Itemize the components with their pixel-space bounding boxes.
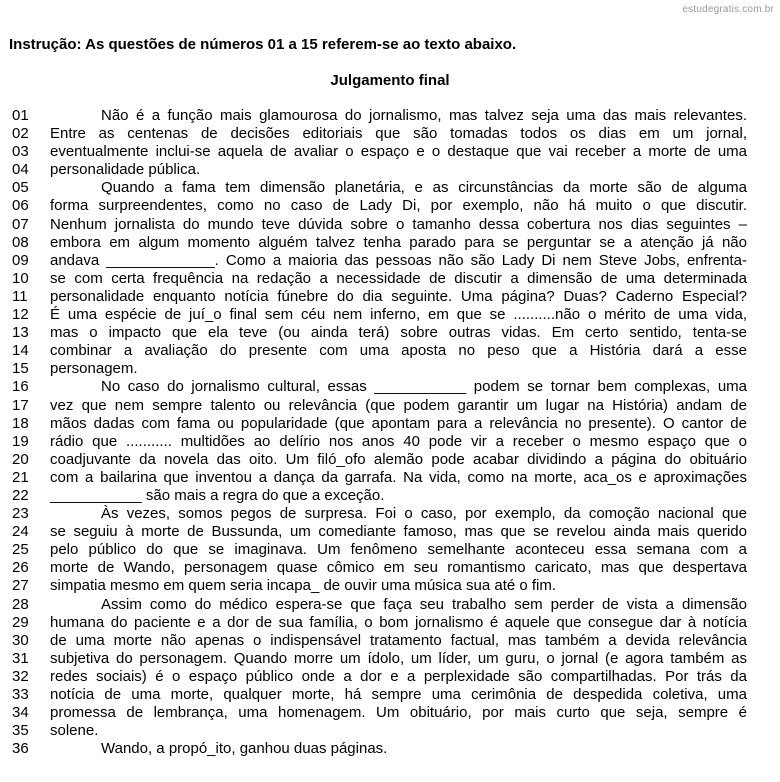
line-text: personagem. — [50, 360, 138, 378]
line-number: 02 — [12, 125, 29, 143]
line-text: mas o impacto que ela teve (ou ainda terá) sobre outras vidas. Em certo sentido, tenta-se — [50, 324, 747, 342]
line-text: Nenhum jornalista do mundo teve dúvida sobre o tamanho dessa cobertura nos dias seguintes – — [50, 215, 747, 233]
line-number: 14 — [12, 342, 29, 360]
line-number: 28 — [12, 595, 29, 613]
line-text: de uma morte não apenas o indispensável tratamento factual, mas também a devida relevância — [50, 631, 747, 649]
text-line — [0, 505, 780, 523]
site-watermark: estudegratis.com.br — [682, 4, 774, 15]
line-text: se seguiu à morte de Bussunda, um comediante famoso, mas que se revelou ainda mais querido — [50, 523, 747, 541]
line-number: 25 — [12, 541, 29, 559]
line-text: com a bailarina que inventou a dança da garrafa. Na vida, como na morte, aca_os e aproximações — [50, 468, 747, 486]
line-text: forma surpreendentes, como no caso de Lady Di, por exemplo, não há muito o que discutir. — [50, 197, 747, 215]
line-number: 06 — [12, 197, 29, 215]
text-line — [0, 686, 780, 704]
line-number: 13 — [12, 324, 29, 342]
line-number: 36 — [12, 740, 29, 758]
line-text: É uma espécie de juí_o final sem céu nem inferno, em que se ..........não o mérito de uma vida, — [50, 306, 747, 324]
text-line — [0, 577, 780, 595]
line-text: coadjuvante da novela das oito. Um filó_ofo alemão pode acabar dividindo a página do obituário — [50, 450, 747, 468]
text-title: Julgamento final — [330, 72, 450, 89]
text-line — [0, 722, 780, 740]
numbered-text-body — [0, 107, 780, 758]
line-number: 19 — [12, 432, 29, 450]
line-text: pelo público do que se imaginava. Um fenômeno semelhante aconteceu essa semana com a — [50, 541, 747, 559]
line-number: 12 — [12, 306, 29, 324]
line-number: 33 — [12, 686, 29, 703]
line-text: solene. — [50, 722, 99, 740]
line-number: 04 — [12, 161, 29, 179]
text-line — [0, 360, 780, 378]
line-text: humana do paciente e a dor de sua família, o bom jornalismo é aquele que consegue dar à notícia — [50, 613, 747, 631]
line-number: 11 — [12, 287, 28, 305]
line-number: 09 — [12, 251, 29, 269]
line-number: 31 — [12, 649, 29, 667]
line-text: Assim como do médico espera-se que faça seu trabalho sem perder de vista a dimensão — [101, 595, 747, 613]
text-line — [0, 161, 780, 179]
line-text: promessa de lembrança, uma homenagem. Um obituário, por mais curto que seja, sempre é — [50, 704, 747, 722]
line-number: 03 — [12, 143, 29, 161]
text-line — [0, 740, 780, 758]
text-line — [0, 614, 780, 632]
line-text: andava _____________. Como a maioria das pessoas não são Lady Di nem Steve Jobs, enfrenta- — [50, 251, 747, 269]
text-line — [0, 523, 780, 541]
text-line — [0, 487, 780, 505]
line-number: 17 — [12, 396, 29, 414]
line-text: Não é a função mais glamourosa do jornalismo, mas talvez seja uma das mais relevantes. — [101, 107, 747, 124]
text-line — [0, 559, 780, 577]
text-line — [0, 179, 780, 197]
text-line — [0, 324, 780, 342]
line-number: 08 — [12, 233, 29, 251]
line-text: No caso do jornalismo cultural, essas ___________ podem se tornar bem complexas, uma — [101, 378, 747, 396]
text-line — [0, 451, 780, 469]
text-line — [0, 342, 780, 360]
line-number: 01 — [12, 107, 29, 124]
line-number: 22 — [12, 486, 29, 504]
line-text: rádio que ........... multidões ao delírio nos anos 40 pode vir a receber o mesmo espaço que o — [50, 432, 747, 450]
line-number: 35 — [12, 722, 29, 740]
line-number: 10 — [12, 269, 29, 287]
text-line — [0, 469, 780, 487]
text-line — [0, 596, 780, 614]
line-number: 23 — [12, 505, 29, 523]
line-number: 21 — [12, 468, 29, 486]
text-line — [0, 216, 780, 234]
line-text: personalidade pública. — [50, 161, 201, 179]
line-text: notícia de uma morte, qualquer morte, há sempre uma cerimônia de despedida coletiva, uma — [50, 686, 747, 703]
line-number: 07 — [12, 215, 29, 233]
line-number: 29 — [12, 613, 29, 631]
text-line — [0, 433, 780, 451]
line-text: Wando, a propó_ito, ganhou duas páginas. — [101, 740, 388, 758]
line-text: Quando a fama tem dimensão planetária, e as circunstâncias da morte são de alguma — [101, 179, 747, 197]
text-line — [0, 378, 780, 396]
line-text: subjetiva do personagem. Quando morre um ídolo, um líder, um guru, o jornal (e agora também as — [50, 649, 747, 667]
line-text: Às vezes, somos pegos de surpresa. Foi o caso, por exemplo, da comoção nacional que — [101, 505, 747, 523]
line-text: vez que nem sempre talento ou relevância (que podem garantir um lugar na História) andam de — [50, 396, 747, 414]
text-line — [0, 107, 780, 125]
line-number: 32 — [12, 667, 29, 685]
line-number: 34 — [12, 704, 29, 722]
text-line — [0, 234, 780, 252]
text-line — [0, 650, 780, 668]
text-line — [0, 197, 780, 215]
text-line — [0, 397, 780, 415]
text-line — [0, 143, 780, 161]
line-text: combinar a avaliação do presente com uma aposta no peso que a História dará a esse — [50, 342, 747, 360]
text-line — [0, 306, 780, 324]
line-text: redes sociais) é o espaço público onde a dor e a perplexidade são compartilhadas. Por trás da — [50, 667, 747, 685]
line-text: personalidade enquanto notícia fúnebre do dia seguinte. Uma página? Duas? Caderno Especial? — [50, 287, 747, 305]
line-number: 27 — [12, 577, 29, 595]
line-number: 16 — [12, 378, 29, 396]
line-text: se com certa frequência na redação a necessidade de discutir a dimensão de uma determinada — [50, 269, 747, 287]
text-line — [0, 125, 780, 143]
line-text: ___________ são mais a regra do que a exceção. — [50, 486, 385, 504]
text-line — [0, 415, 780, 433]
text-line — [0, 632, 780, 650]
text-line — [0, 668, 780, 686]
line-text: simpatia mesmo em quem seria incapa_ de ouvir uma música sua até o fim. — [50, 577, 557, 595]
line-text: eventualmente inclui-se aquela de avaliar o espaço e o destaque que vai receber a morte de uma — [50, 143, 747, 161]
line-text: morte de Wando, personagem quase cômico em seu romantismo caricato, mas que despertava — [50, 559, 747, 577]
line-number: 18 — [12, 414, 29, 432]
text-line — [0, 270, 780, 288]
line-text: embora em algum momento alguém talvez tenha parado para se perguntar se a atenção já não — [50, 233, 747, 251]
line-text: mãos dadas com fama ou popularidade (que apontam para a relevância no presente). O cantor de — [50, 414, 747, 432]
instruction-heading: Instrução: As questões de números 01 a 15 referem-se ao texto abaixo. — [9, 36, 517, 53]
text-line — [0, 288, 780, 306]
text-line — [0, 252, 780, 270]
line-number: 30 — [12, 631, 29, 649]
line-number: 15 — [12, 360, 29, 378]
line-number: 20 — [12, 450, 29, 468]
text-line — [0, 541, 780, 559]
line-text: Entre as centenas de decisões editoriais que são tomadas todos os dias em um jornal, — [50, 125, 747, 143]
text-line — [0, 704, 780, 722]
line-number: 26 — [12, 559, 29, 577]
line-number: 24 — [12, 523, 29, 541]
line-number: 05 — [12, 179, 29, 197]
